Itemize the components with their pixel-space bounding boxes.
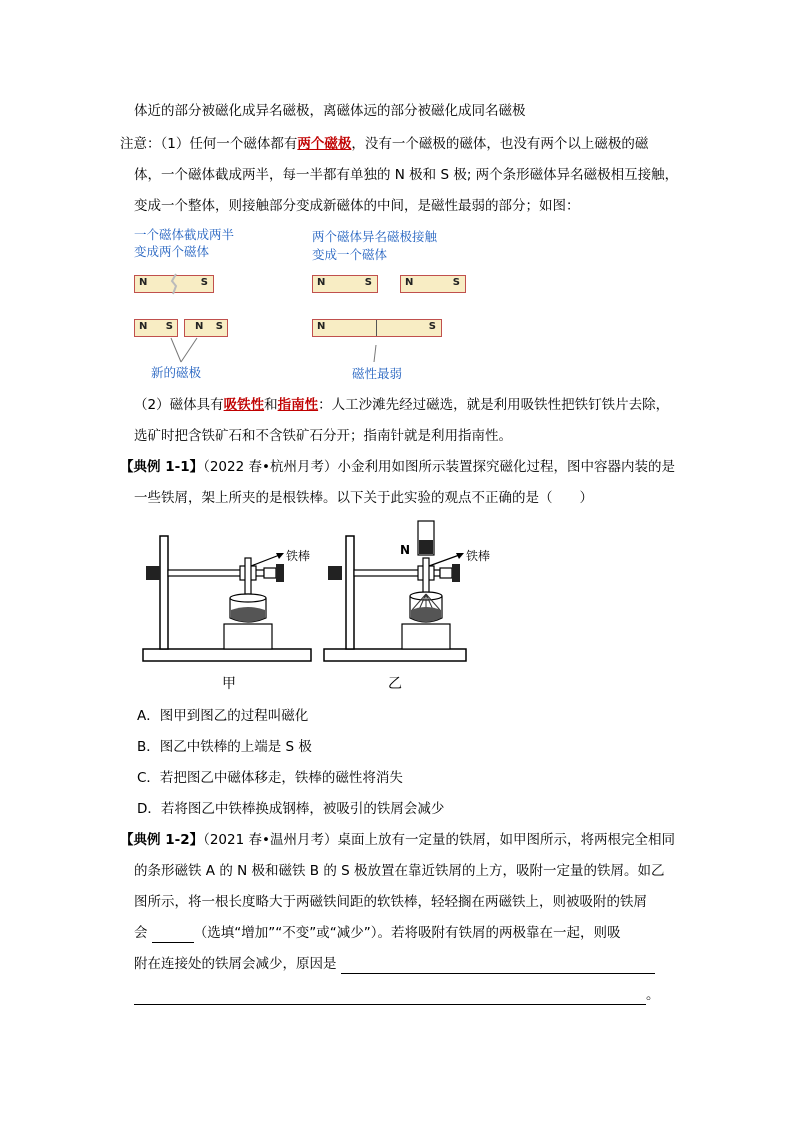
pole-s: S — [165, 321, 173, 332]
rod-label-b: 铁棒 — [466, 549, 491, 563]
left-caption-2: 变成两个磁体 — [134, 244, 210, 259]
example-1-1-source: （2022 春•杭州月考） — [203, 459, 338, 475]
new-poles-pointer — [165, 336, 205, 366]
note-p2-line-1 — [134, 395, 669, 415]
answer-blank-1[interactable] — [152, 926, 194, 943]
example-1-2-text-4b: （选填“增加”“不变”或“减少”）。若将吸附有铁屑的两极靠在一起，则吸 — [193, 925, 621, 941]
example-1-2-line-6 — [134, 985, 660, 1005]
right-caption-2: 变成一个磁体 — [312, 247, 388, 262]
example-1-2-line-3: 图所示，将一根长度略大于两磁铁间距的软铁棒，轻轻搁在两磁铁上，则被吸附的铁屑 — [134, 894, 647, 910]
example-1-1-line-2: 一些铁屑，架上所夹的是根铁棒。以下关于此实验的观点不正确的是（ ） — [134, 490, 593, 506]
option-b: B．图乙中铁棒的上端是 S 极 — [137, 739, 312, 755]
note-label: 注意： — [120, 136, 161, 152]
example-1-1-line-1 — [120, 457, 675, 477]
bar-magnet-half-1 — [134, 319, 178, 337]
option-d: D．若将图乙中铁棒换成钢棒，被吸引的铁屑会减少 — [137, 801, 445, 817]
pole-n: N — [405, 277, 414, 288]
pole-n: N — [139, 277, 148, 288]
bar-magnet-left — [312, 275, 378, 293]
example-1-2-tag: 【典例 1-2】 — [120, 832, 204, 848]
crack-icon — [168, 272, 182, 296]
pole-n: N — [195, 321, 204, 332]
note-line-1 — [120, 134, 648, 154]
weakest-pointer — [370, 344, 380, 364]
pole-n: N — [317, 277, 326, 288]
stand-a — [143, 536, 311, 692]
pole-s: S — [215, 321, 223, 332]
pole-s: S — [364, 277, 372, 288]
option-a: A．图甲到图乙的过程叫磁化 — [137, 708, 309, 724]
bar-magnet-joined — [312, 319, 442, 337]
magnet-n-label: N — [400, 543, 411, 557]
answer-blank-2[interactable] — [341, 957, 655, 974]
example-1-2-line-1 — [120, 830, 675, 850]
note-line-2: 体，一个磁体截成两半，每一半都有单独的 N 极和 S 极; 两个条形磁体异名磁极相互接触， — [134, 167, 679, 183]
caption-jia: 甲 — [222, 676, 236, 692]
option-c: C．若把图乙中磁体移走，铁棒的磁性将消失 — [137, 770, 403, 786]
highlight-point-south: 指南性 — [277, 397, 319, 413]
note-p2-line-2: 选矿时把含铁矿石和不含铁矿石分开；指南针就是利用指南性。 — [134, 428, 512, 444]
example-1-2-line-5 — [134, 954, 655, 974]
highlight-attract-iron: 吸铁性 — [223, 397, 265, 413]
example-1-2-text-5: 附在连接处的铁屑会减少，原因是 — [134, 956, 337, 972]
new-poles-label: 新的磁极 — [151, 365, 202, 380]
example-1-2-text: 桌面上放有一定量的铁屑，如甲图所示，将两根完全相同 — [337, 832, 675, 848]
example-1-1-text: 小金利用如图所示装置探究磁化过程，图中容器内装的是 — [337, 459, 675, 475]
bar-magnet-half-2 — [184, 319, 228, 337]
bar-magnet-right — [400, 275, 466, 293]
note-p2-rest: ：人工沙滩先经过磁选，就是利用吸铁性把铁钉铁片去除， — [318, 397, 670, 413]
example-1-2-line-4 — [134, 923, 621, 943]
answer-blank-3[interactable] — [134, 988, 646, 1005]
example-1-2-text-4a: 会 — [134, 925, 148, 941]
intro-line: 体近的部分被磁化成异名磁极，离磁体远的部分被磁化成同名磁极 — [134, 103, 526, 119]
stand-figure — [0, 518, 794, 698]
note-p1-prefix: （1）任何一个磁体都有 — [160, 136, 298, 152]
weakest-label: 磁性最弱 — [352, 366, 403, 381]
example-1-2-end: 。 — [646, 987, 660, 1003]
pole-n: N — [139, 321, 148, 332]
note-line-3: 变成一个整体，则接触部分变成新磁体的中间，是磁性最弱的部分；如图： — [134, 198, 580, 214]
example-1-2-line-2: 的条形磁铁 A 的 N 极和磁铁 B 的 S 极放置在靠近铁屑的上方，吸附一定量的铁屑。如乙 — [134, 863, 665, 879]
pole-s: S — [200, 277, 208, 288]
pole-s: S — [428, 321, 436, 332]
stand-b — [324, 521, 490, 692]
joint-line — [376, 320, 377, 336]
rod-label-a: 铁棒 — [286, 549, 311, 563]
right-caption-1: 两个磁体异名磁极接触 — [312, 229, 438, 244]
note-p2-prefix: （2）磁体具有 — [134, 397, 224, 413]
example-1-1-tag: 【典例 1-1】 — [120, 459, 204, 475]
highlight-two-poles: 两个磁极 — [297, 136, 352, 152]
note-p2-and: 和 — [264, 397, 278, 413]
example-1-2-source: （2021 春•温州月考） — [203, 832, 338, 848]
pole-s: S — [452, 277, 460, 288]
left-caption-1: 一个磁体截成两半 — [134, 227, 235, 242]
note-p1-rest: ，没有一个磁极的磁体，也没有两个以上磁极的磁 — [351, 136, 649, 152]
pole-n: N — [317, 321, 326, 332]
caption-yi: 乙 — [388, 676, 402, 692]
